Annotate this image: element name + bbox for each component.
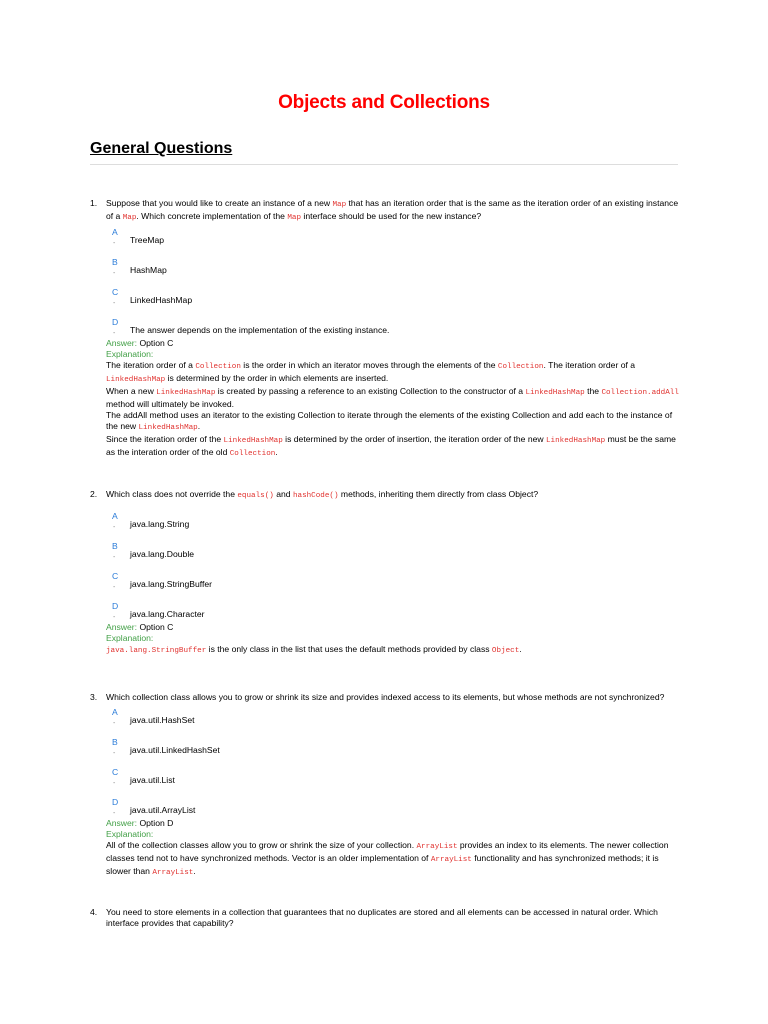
option-b[interactable]: B - java.lang.Double [112, 541, 195, 561]
question-number: 1. [90, 198, 98, 208]
option-d[interactable]: D - java.util.ArrayList [112, 797, 196, 817]
option-b[interactable]: B - HashMap [112, 257, 167, 277]
option-d[interactable]: D - java.lang.Character [112, 601, 205, 621]
answer-line: Answer: Option C [106, 338, 174, 348]
option-c[interactable]: C - java.lang.StringBuffer [112, 571, 213, 591]
question-number: 4. [90, 907, 98, 917]
question-text: You need to store elements in a collection that guarantees that no duplicates are stored and all elements can be accessed in natural order. Which interface provides that capability? [106, 907, 658, 928]
option-a[interactable]: A - java.util.HashSet [112, 707, 195, 727]
section-heading: General Questions [90, 140, 678, 165]
question-4 [90, 907, 680, 929]
question-text: Which collection class allows you to grow or shrink its size and provides indexed access to its elements, but whose methods are not synchronized? [106, 692, 665, 702]
question-number: 2. [90, 489, 98, 499]
option-a[interactable]: A - TreeMap [112, 227, 165, 247]
question-1 [90, 198, 680, 460]
page-title: Objects and Collections [278, 92, 490, 113]
option-d[interactable]: D - The answer depends on the implementation of the existing instance. [112, 317, 390, 337]
explanation-label: Explanation: [106, 349, 154, 359]
explanation-text: All of the collection classes allow you to grow or shrink the size of your collection. ArrayList provides an index to its elements. The newer collection classes tend not to have synchronized methods. Vector is an older implementation of ArrayList functionality and has synchronized methods; it is slower than ArrayList. [106, 840, 669, 877]
option-c[interactable]: C - java.util.List [112, 767, 175, 787]
answer-line: Answer: Option C [106, 622, 174, 632]
option-a[interactable]: A - java.lang.String [112, 511, 190, 531]
explanation-label: Explanation: [106, 829, 154, 839]
question-text: Which class does not override the equals() and hashCode() methods, inheriting them directly from class Object? [106, 489, 539, 500]
explanation-label: Explanation: [106, 633, 154, 643]
option-b[interactable]: B - java.util.LinkedHashSet [112, 737, 220, 757]
explanation-text: java.lang.StringBuffer is the only class in the list that uses the default methods provided by class Object. [106, 644, 522, 655]
answer-line: Answer: Option D [106, 818, 174, 828]
question-3 [90, 692, 680, 879]
option-c[interactable]: C - LinkedHashMap [112, 287, 193, 307]
question-number: 3. [90, 692, 98, 702]
question-2 [90, 489, 680, 657]
question-text: Suppose that you would like to create an instance of a new Map that has an iteration order that is the same as the iteration order of an existing instance of a Map. Which concrete implementation of the Map interface should be used for the new instance? [106, 198, 679, 222]
explanation-text: The iteration order of a Collection is the order in which an iterator moves through the elements of the Collection. The iteration order of a LinkedHashMap is determined by the order in which elements are inserted. When a new LinkedHashMap is created by passing a reference to an existing Collection to the constructor of a LinkedHashMap the Collection.addAll method will ultimately be invoked. The addAll method uses an iterator to the existing Collection to iterate through the elements of the existing Collection and add each to the instance of the new LinkedHashMap. Since the iteration order of the LinkedHashMap is determined by the order of insertion, the iteration order of the new LinkedHashMap must be the same as the interation order of the old Collection. [106, 360, 679, 458]
